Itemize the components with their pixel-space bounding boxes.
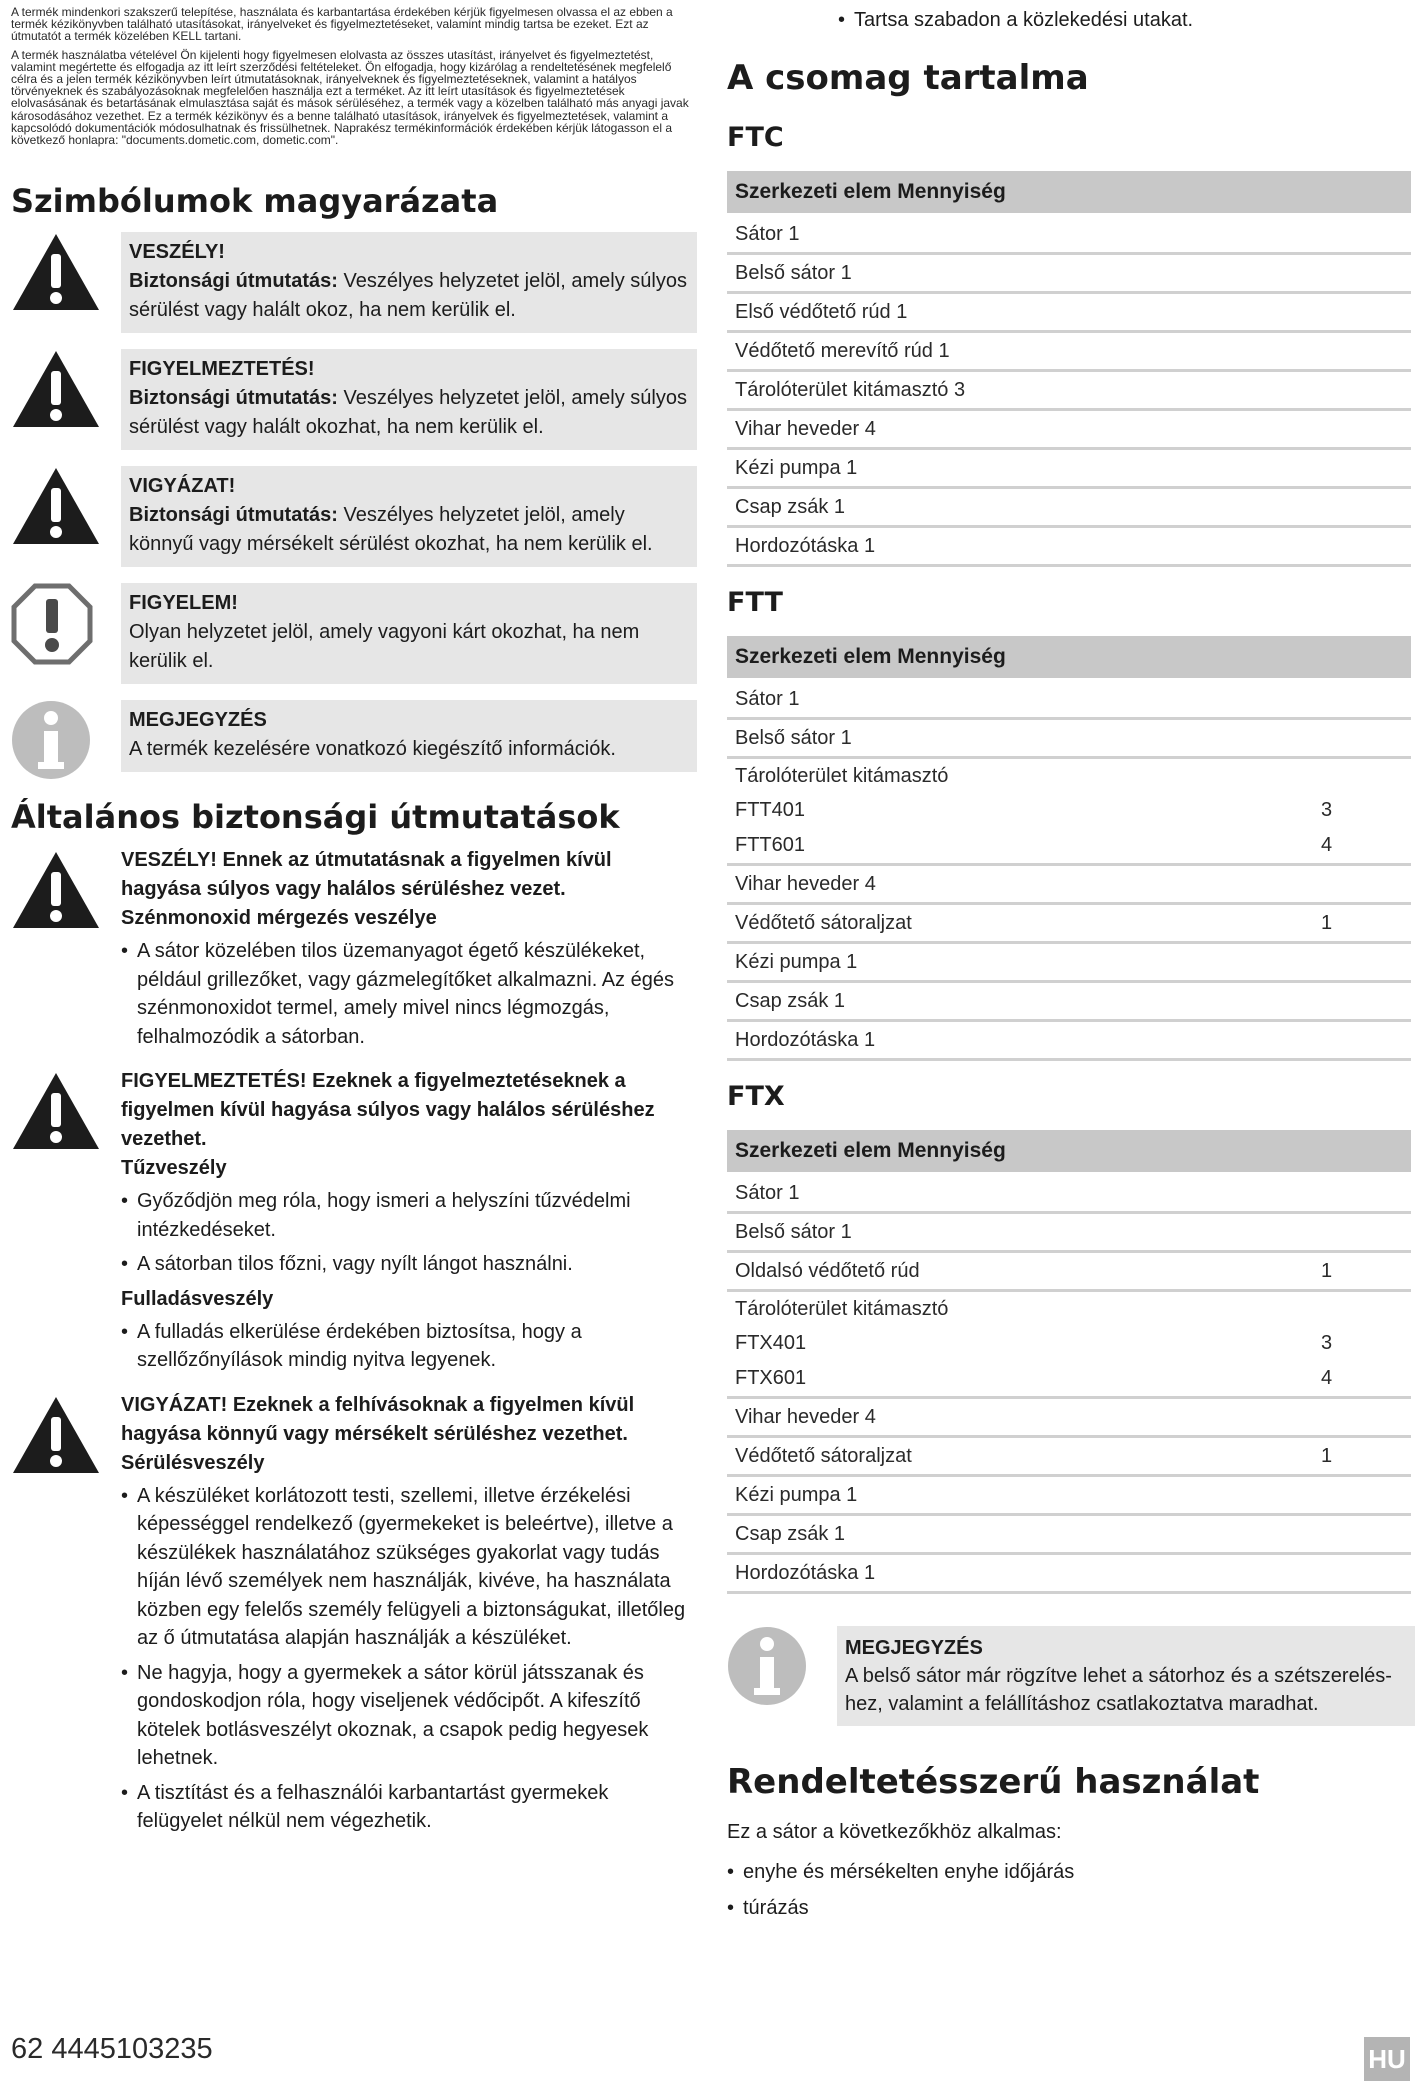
table-row bbox=[727, 1477, 1411, 1516]
row-name: Védőtető sátoraljzat bbox=[735, 912, 912, 934]
ftx-title: FTX bbox=[727, 1081, 785, 1112]
symbol-bold: Biztonsági útmutatás: bbox=[129, 270, 338, 293]
package-note bbox=[727, 1626, 1415, 1726]
row-name: Tárolóterület kitámasztó 3 bbox=[735, 379, 966, 401]
row-qty bbox=[1321, 1399, 1411, 1435]
row-name: FTT601 bbox=[735, 834, 806, 856]
table-row bbox=[727, 827, 1411, 866]
row-qty bbox=[1321, 450, 1411, 486]
intro-paragraph-1: A termék mindenkori szakszerű telepítése, használata és karbantartása érdekében kérjük figyelmesen olvassa el az ebben a termék kézikönyvben található utasításokat, irányelveket és figyelmeztetéseket, valamint mindig tartsa be ezeket. Ezt az útmutatót a termék közelében KELL tartani. bbox=[11, 5, 673, 44]
package-note-box bbox=[837, 1626, 1415, 1726]
row-name: Tárolóterület kitámasztó bbox=[735, 1298, 949, 1320]
symbol-warning-box bbox=[121, 349, 697, 450]
row-qty bbox=[1321, 216, 1411, 252]
table-row bbox=[727, 372, 1411, 411]
symbols-heading: Szimbólumok magyarázata bbox=[11, 182, 499, 221]
row-qty bbox=[1321, 681, 1411, 717]
row-name: Vihar heveder 4 bbox=[735, 418, 876, 440]
symbol-text: Veszélyes helyzetet jelöl, amely súlyos sérülést vagy halált okozhat, ha nem kerülik el. bbox=[129, 387, 687, 439]
right-top-bullet: • Tartsa szabadon a közlekedési utakat. bbox=[838, 6, 1415, 34]
row-name: Kézi pumpa 1 bbox=[735, 457, 858, 479]
row-qty bbox=[1321, 944, 1411, 980]
row-name: Vihar heveder 4 bbox=[735, 1406, 876, 1428]
table-group-row bbox=[727, 759, 1411, 793]
row-qty: 1 bbox=[1321, 912, 1333, 934]
safety-warning-heading: FIGYELMEZTETÉS! Ezeknek a figyelmeztetéseknek a figyelmen kívül hagyása súlyos vagy halálos sérüléshez vezethet. bbox=[121, 1070, 655, 1151]
package-heading: A csomag tartalma bbox=[727, 58, 1089, 98]
table-row bbox=[727, 1555, 1411, 1594]
table-row bbox=[727, 983, 1411, 1022]
symbol-notice bbox=[11, 583, 697, 684]
list-item: • A készüléket korlátozott testi, szellemi, illetve érzékelési képességgel rendelkező (gyermekeket is beleértve), illetve a készülékek használatához szükséges gyakorlat vagy tudás híján lévő személyek nem használják, kivéve, ha használata közben egy felelős személy felügyeli a biztonságukat, illetőleg az ő útmutatása alapján használják a készüléket. bbox=[121, 1482, 697, 1653]
safety-warning-text bbox=[121, 1067, 697, 1381]
row-qty bbox=[1321, 1022, 1411, 1058]
row-name: Hordozótáska 1 bbox=[735, 1029, 876, 1051]
symbol-text: Olyan helyzetet jelöl, amely vagyoni kárt okozhat, ha nem kerülik el. bbox=[129, 621, 640, 673]
intro-paragraph-2: A termék használatba vételével Ön kijelenti hogy figyelmesen elolvasta az összes utasítást, irányelvet és figyelmeztetést, valamint megértette és elfogadja az itt leírt szerződési feltételeket. Ön elfogadja, hogy kizárólag a rendeltetésének megfelelő célra és a jelen termék kézikönyvben leírt útmutatásoknak, irányelveknek és figyelmeztetéseknek, valamint a hatályos törvényeknek és szabályozásoknak megfelelően használja ezt a terméket. Az itt leírt utasítások és figyelmeztetések elolvasásának és betartásának elmulasztása saját és mások sérüléséhez, a termék vagy a közelben található más anyagi javak károsodásához vezethet. Ez a termék kézikönyv és a benne található utasítások, irányelvek és figyelmeztetések, valamint a kapcsolódó dokumentációk módosulhatnak és frissülhetnek. Naprakész termékinformációk érdekében kérjük látogasson el a következő honlapra: "documents.dometic.com, dometic.com". bbox=[11, 47, 689, 148]
table-row bbox=[727, 1516, 1411, 1555]
safety-caution-text bbox=[121, 1391, 697, 1842]
symbol-caution-box bbox=[121, 466, 697, 567]
row-qty bbox=[1321, 372, 1411, 408]
row-qty bbox=[1321, 1516, 1411, 1552]
list-item: • enyhe és mérsékelten enyhe időjárás bbox=[727, 1854, 1415, 1890]
row-name: Első védőtető rúd 1 bbox=[735, 301, 908, 323]
symbol-text: Veszélyes helyzetet jelöl, amely súlyos sérülést vagy halált okoz, ha nem kerülik el. bbox=[129, 270, 687, 322]
symbol-title: FIGYELEM! bbox=[129, 592, 238, 615]
row-name: Védőtető sátoraljzat bbox=[735, 1445, 912, 1467]
row-qty bbox=[1321, 333, 1411, 369]
row-name: Sátor 1 bbox=[735, 688, 800, 710]
intended-use-lead: Ez a sátor a következőkhöz alkalmas: bbox=[727, 1821, 1062, 1843]
warning-icon bbox=[11, 349, 121, 429]
safety-danger-text bbox=[121, 846, 697, 1057]
row-name: FTX601 bbox=[735, 1367, 807, 1389]
safety-heading: Általános biztonsági útmutatások bbox=[11, 798, 620, 837]
language-tab: HU bbox=[1364, 2037, 1410, 2081]
table-row bbox=[727, 793, 1411, 827]
table-row bbox=[727, 1438, 1411, 1477]
table-group-row bbox=[727, 1292, 1411, 1326]
right-column bbox=[727, 0, 1415, 1926]
list-item: • A tisztítást és a felhasználói karbantartást gyermekek felügyelet nélkül nem végezhetik. bbox=[121, 1779, 697, 1836]
info-icon bbox=[727, 1626, 837, 1726]
row-name: Belső sátor 1 bbox=[735, 262, 852, 284]
ftt-table bbox=[727, 636, 1411, 1061]
table-header: Szerkezeti elem Mennyiség bbox=[727, 1130, 1411, 1175]
ftx-table bbox=[727, 1130, 1411, 1594]
table-row bbox=[727, 294, 1411, 333]
info-icon bbox=[11, 700, 121, 780]
table-row bbox=[727, 1326, 1411, 1360]
row-name: Tárolóterület kitámasztó bbox=[735, 765, 949, 787]
safety-warning-sub-fire: Tűzveszély bbox=[121, 1157, 227, 1180]
symbol-bold: Biztonsági útmutatás: bbox=[129, 387, 338, 410]
row-qty: 1 bbox=[1321, 1445, 1333, 1467]
list-item: • Ne hagyja, hogy a gyermekek a sátor körül játsszanak és gondoskodjon róla, hogy viseljenek védőcipőt. A kifeszítő kötelek botlásveszélyt okoznak, a csapok pedig hegyesek lehetnek. bbox=[121, 1659, 697, 1773]
symbol-title: MEGJEGYZÉS bbox=[129, 709, 267, 732]
ftt-title: FTT bbox=[727, 587, 783, 618]
intended-use-list bbox=[727, 1854, 1415, 1926]
symbol-warning bbox=[11, 349, 697, 450]
table-row bbox=[727, 528, 1411, 567]
symbol-danger bbox=[11, 232, 697, 333]
symbol-title: FIGYELMEZTETÉS! bbox=[129, 358, 315, 381]
row-name: Csap zsák 1 bbox=[735, 1523, 846, 1545]
row-qty: 3 bbox=[1321, 799, 1333, 821]
row-qty bbox=[1321, 489, 1411, 525]
row-qty: 4 bbox=[1321, 834, 1333, 856]
table-row bbox=[727, 450, 1411, 489]
row-name: Kézi pumpa 1 bbox=[735, 951, 858, 973]
symbol-text: A termék kezelésére vonatkozó kiegészítő információk. bbox=[129, 738, 616, 761]
caution-icon bbox=[11, 1391, 121, 1480]
list-item: • Győződjön meg róla, hogy ismeri a helyszíni tűzvédelmi intézkedéseket. bbox=[121, 1187, 697, 1244]
danger-icon bbox=[11, 846, 121, 935]
table-row bbox=[727, 333, 1411, 372]
safety-warning bbox=[11, 1067, 697, 1381]
row-qty bbox=[1321, 411, 1411, 447]
warning-icon bbox=[11, 1067, 121, 1156]
symbol-title: VIGYÁZAT! bbox=[129, 475, 236, 498]
safety-caution-list bbox=[121, 1482, 697, 1836]
row-name: Csap zsák 1 bbox=[735, 990, 846, 1012]
safety-caution-heading: VIGYÁZAT! Ezeknek a felhívásoknak a figyelmen kívül hagyása könnyű vagy mérsékelt sérüléshez vezethet. bbox=[121, 1393, 635, 1445]
left-column bbox=[11, 6, 697, 1852]
row-qty bbox=[1321, 294, 1411, 330]
list-item: • A sátorban tilos főzni, vagy nyílt lángot használni. bbox=[121, 1250, 697, 1279]
table-row bbox=[727, 1360, 1411, 1399]
table-row bbox=[727, 1253, 1411, 1292]
list-item: • A sátor közelében tilos üzemanyagot égető készülékeket, például grillezőket, vagy gázmelegítőket alkalmazni. Az égés szénmonoxidot termel, amely mivel nincs légmozgás, felhalmozódik a sátorban. bbox=[121, 937, 697, 1051]
row-qty bbox=[1321, 720, 1411, 756]
table-row bbox=[727, 1399, 1411, 1438]
row-qty: 1 bbox=[1321, 1260, 1333, 1282]
list-item: • A fulladás elkerülése érdekében biztosítsa, hogy a szellőzőnyílások mindig nyitva legyenek. bbox=[121, 1318, 697, 1375]
symbol-notice-box bbox=[121, 583, 697, 684]
list-item: • túrázás bbox=[727, 1890, 1415, 1926]
row-qty bbox=[1321, 255, 1411, 291]
table-row bbox=[727, 411, 1411, 450]
ftc-table bbox=[727, 171, 1411, 567]
note-text: A belső sátor már rögzítve lehet a sátorhoz és a szétszerelés-hez, valamint a felállításhoz csatlakoztatva maradhat. bbox=[845, 1665, 1392, 1715]
table-row bbox=[727, 1175, 1411, 1214]
table-row bbox=[727, 905, 1411, 944]
symbol-caution bbox=[11, 466, 697, 567]
page-number: 62 4445103235 bbox=[11, 2033, 213, 2065]
row-name: Hordozótáska 1 bbox=[735, 1562, 876, 1584]
row-name: Vihar heveder 4 bbox=[735, 873, 876, 895]
table-row bbox=[727, 866, 1411, 905]
intended-use-heading: Rendeltetésszerű használat bbox=[727, 1762, 1260, 1802]
table-row bbox=[727, 681, 1411, 720]
row-name: FTT401 bbox=[735, 799, 806, 821]
caution-icon bbox=[11, 466, 121, 546]
safety-caution bbox=[11, 1391, 697, 1842]
row-qty: 4 bbox=[1321, 1367, 1333, 1389]
safety-caution-sub: Sérülésveszély bbox=[121, 1451, 265, 1474]
row-name: Kézi pumpa 1 bbox=[735, 1484, 858, 1506]
safety-danger-list bbox=[121, 937, 697, 1051]
intended-use bbox=[727, 1818, 1415, 1926]
intro-text bbox=[11, 6, 697, 146]
safety-danger-heading: VESZÉLY! Ennek az útmutatásnak a figyelmen kívül hagyása súlyos vagy halálos sérüléshez vezet. bbox=[121, 849, 612, 901]
safety-danger bbox=[11, 846, 697, 1057]
row-name: Oldalsó védőtető rúd bbox=[735, 1260, 920, 1282]
row-name: Hordozótáska 1 bbox=[735, 535, 876, 557]
row-name: Védőtető merevítő rúd 1 bbox=[735, 340, 950, 362]
danger-icon bbox=[11, 232, 121, 312]
safety-danger-sub: Szénmonoxid mérgezés veszélye bbox=[121, 907, 437, 930]
row-name: FTX401 bbox=[735, 1332, 807, 1354]
row-name: Belső sátor 1 bbox=[735, 727, 852, 749]
symbol-bold: Biztonsági útmutatás: bbox=[129, 504, 338, 527]
symbol-title: VESZÉLY! bbox=[129, 241, 225, 264]
symbol-note-box bbox=[121, 700, 697, 772]
row-name: Belső sátor 1 bbox=[735, 1221, 852, 1243]
row-qty bbox=[1321, 1175, 1411, 1211]
table-row bbox=[727, 1022, 1411, 1061]
row-name: Sátor 1 bbox=[735, 1182, 800, 1204]
table-row bbox=[727, 1214, 1411, 1253]
row-qty bbox=[1321, 1477, 1411, 1513]
symbol-danger-box bbox=[121, 232, 697, 333]
notice-octagon-icon bbox=[11, 583, 121, 665]
safety-warning-list-fire bbox=[121, 1187, 697, 1279]
row-qty: 3 bbox=[1321, 1332, 1333, 1354]
safety-warning-list-suffocation bbox=[121, 1318, 697, 1375]
row-qty bbox=[1321, 983, 1411, 1019]
note-title: MEGJEGYZÉS bbox=[845, 1637, 983, 1659]
symbol-note bbox=[11, 700, 697, 780]
table-row bbox=[727, 720, 1411, 759]
table-row bbox=[727, 255, 1411, 294]
row-qty bbox=[1321, 528, 1411, 564]
table-row bbox=[727, 489, 1411, 528]
row-qty bbox=[1321, 1214, 1411, 1250]
ftc-title: FTC bbox=[727, 122, 784, 153]
row-qty bbox=[1321, 1555, 1411, 1591]
table-header: Szerkezeti elem Mennyiség bbox=[727, 636, 1411, 681]
table-header: Szerkezeti elem Mennyiség bbox=[727, 171, 1411, 216]
safety-warning-sub-suffocation: Fulladásveszély bbox=[121, 1287, 274, 1310]
row-name: Csap zsák 1 bbox=[735, 496, 846, 518]
row-qty bbox=[1321, 866, 1411, 902]
row-name: Sátor 1 bbox=[735, 223, 800, 245]
symbol-text: Veszélyes helyzetet jelöl, amely könnyű vagy mérsékelt sérülést okozhat, ha nem kerülik el. bbox=[129, 504, 653, 556]
table-row bbox=[727, 216, 1411, 255]
table-row bbox=[727, 944, 1411, 983]
